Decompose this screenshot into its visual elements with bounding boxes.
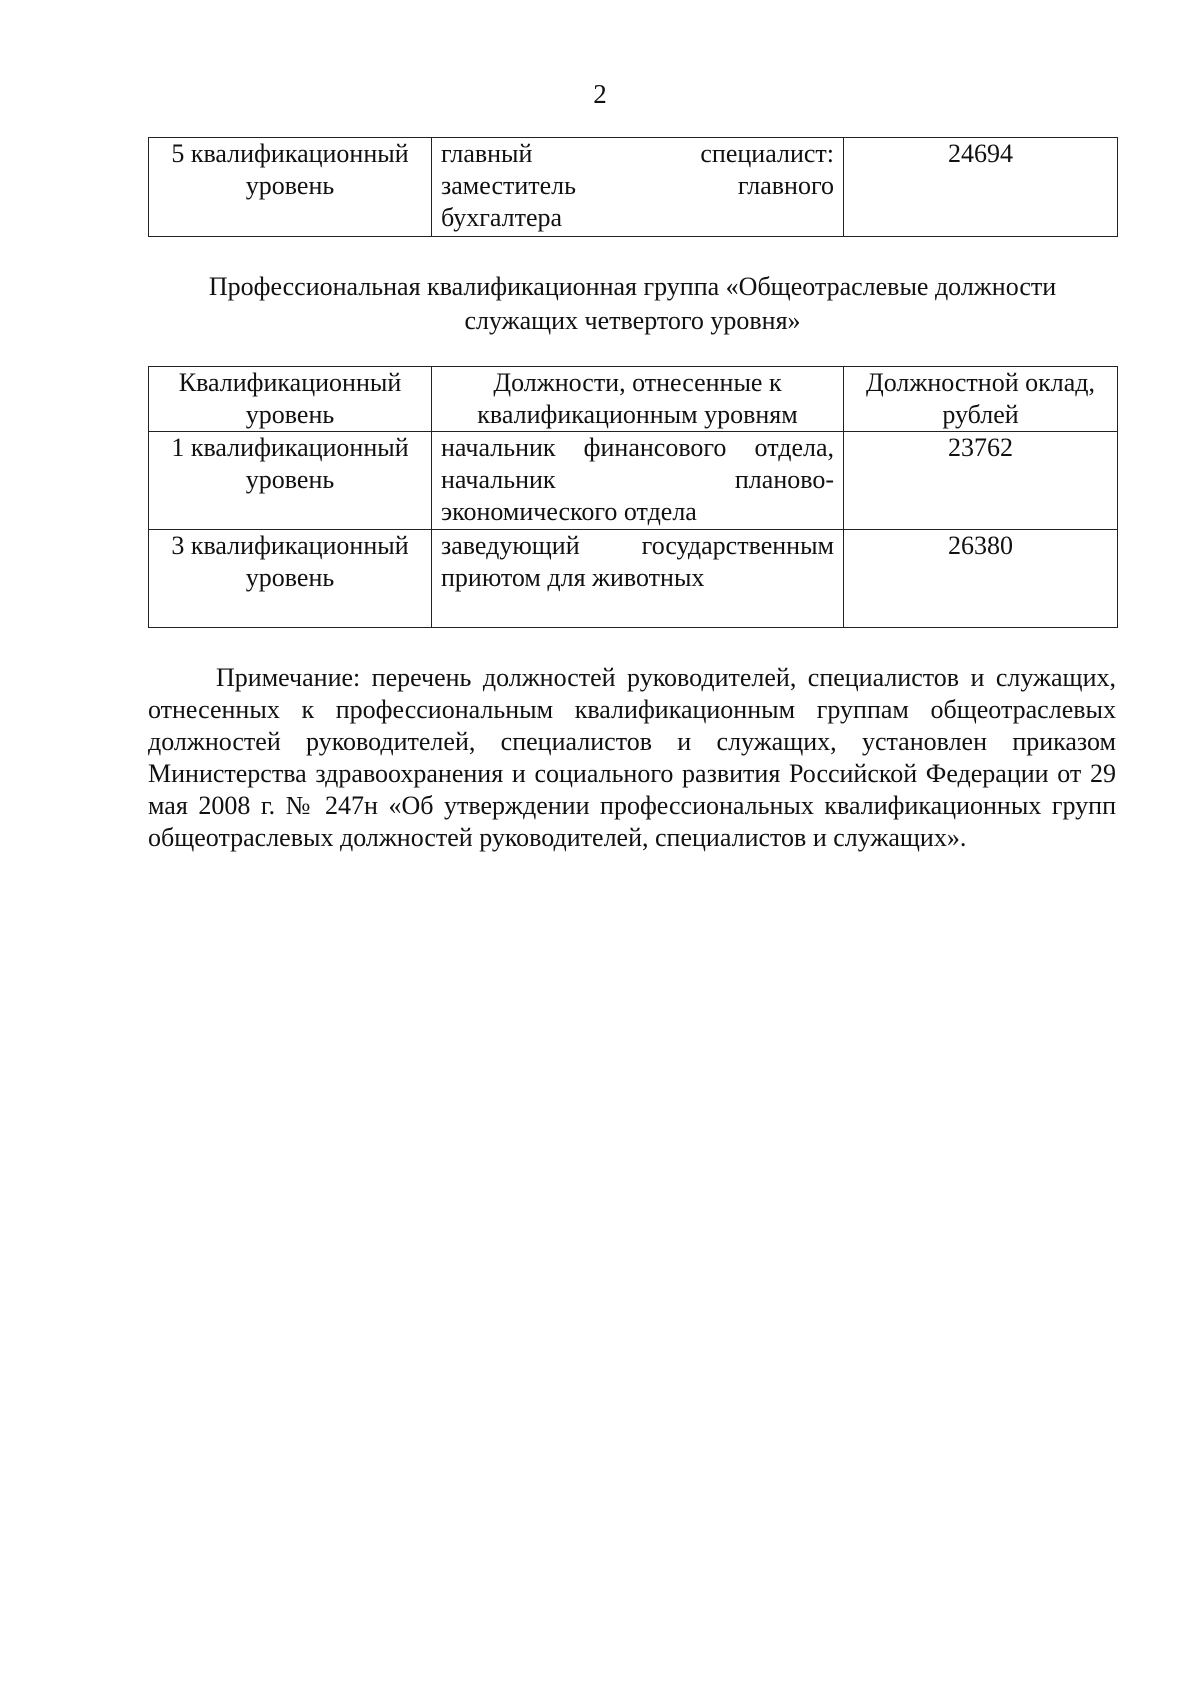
page-number: 2 — [593, 79, 607, 109]
position-line: начальник планово- — [441, 465, 834, 494]
position-line: главный специалист: — [441, 139, 834, 168]
position-cell — [432, 138, 844, 237]
header-level: Квалификационный уровень — [149, 367, 432, 432]
group-title-line: служащих четвертого уровня» — [464, 306, 801, 335]
position-cell — [432, 432, 844, 530]
position-line: бухгалтера — [441, 203, 563, 232]
position-line: приютом для животных — [441, 563, 705, 592]
salary-cell: 24694 — [844, 138, 1118, 237]
level-cell: 1 квалификационный уровень — [149, 432, 432, 530]
position-line: начальник финансового отдела, — [441, 433, 834, 462]
position-line: заведующий государственным — [441, 531, 834, 560]
salary-table-continued — [148, 137, 1118, 237]
position-line: заместитель главного — [441, 171, 834, 200]
table-row — [149, 432, 1118, 530]
note-paragraph: Примечание: перечень должностей руководителей, специалистов и служащих, отнесенных к профессиональным квалификационным группам общеотраслевых должностей руководителей, специалистов и служащих, установлен приказом Министерства здравоохранения и социального развития Российской Федерации от 29 мая 2008 г. № 247н «Об утверждении профессиональных квалификационных групп общеотраслевых должностей руководителей, специалистов и служащих». — [148, 663, 1116, 852]
position-cell — [432, 530, 844, 628]
salary-cell: 26380 — [844, 530, 1118, 628]
group-title — [148, 270, 1117, 338]
salary-cell: 23762 — [844, 432, 1118, 530]
position-line: экономического отдела — [441, 497, 697, 526]
level-cell: 3 квалификационный уровень — [149, 530, 432, 628]
level-cell: 5 квалификационный уровень — [149, 138, 432, 237]
header-salary: Должностной оклад, рублей — [844, 367, 1118, 432]
header-positions: Должности, отнесенные к квалификационным уровням — [432, 367, 844, 432]
table-header-row — [149, 367, 1118, 432]
salary-table — [148, 366, 1118, 628]
table-row — [149, 530, 1118, 628]
table-row — [149, 138, 1118, 237]
group-title-line: Профессиональная квалификационная группа «Общеотраслевые должности — [208, 272, 1057, 301]
